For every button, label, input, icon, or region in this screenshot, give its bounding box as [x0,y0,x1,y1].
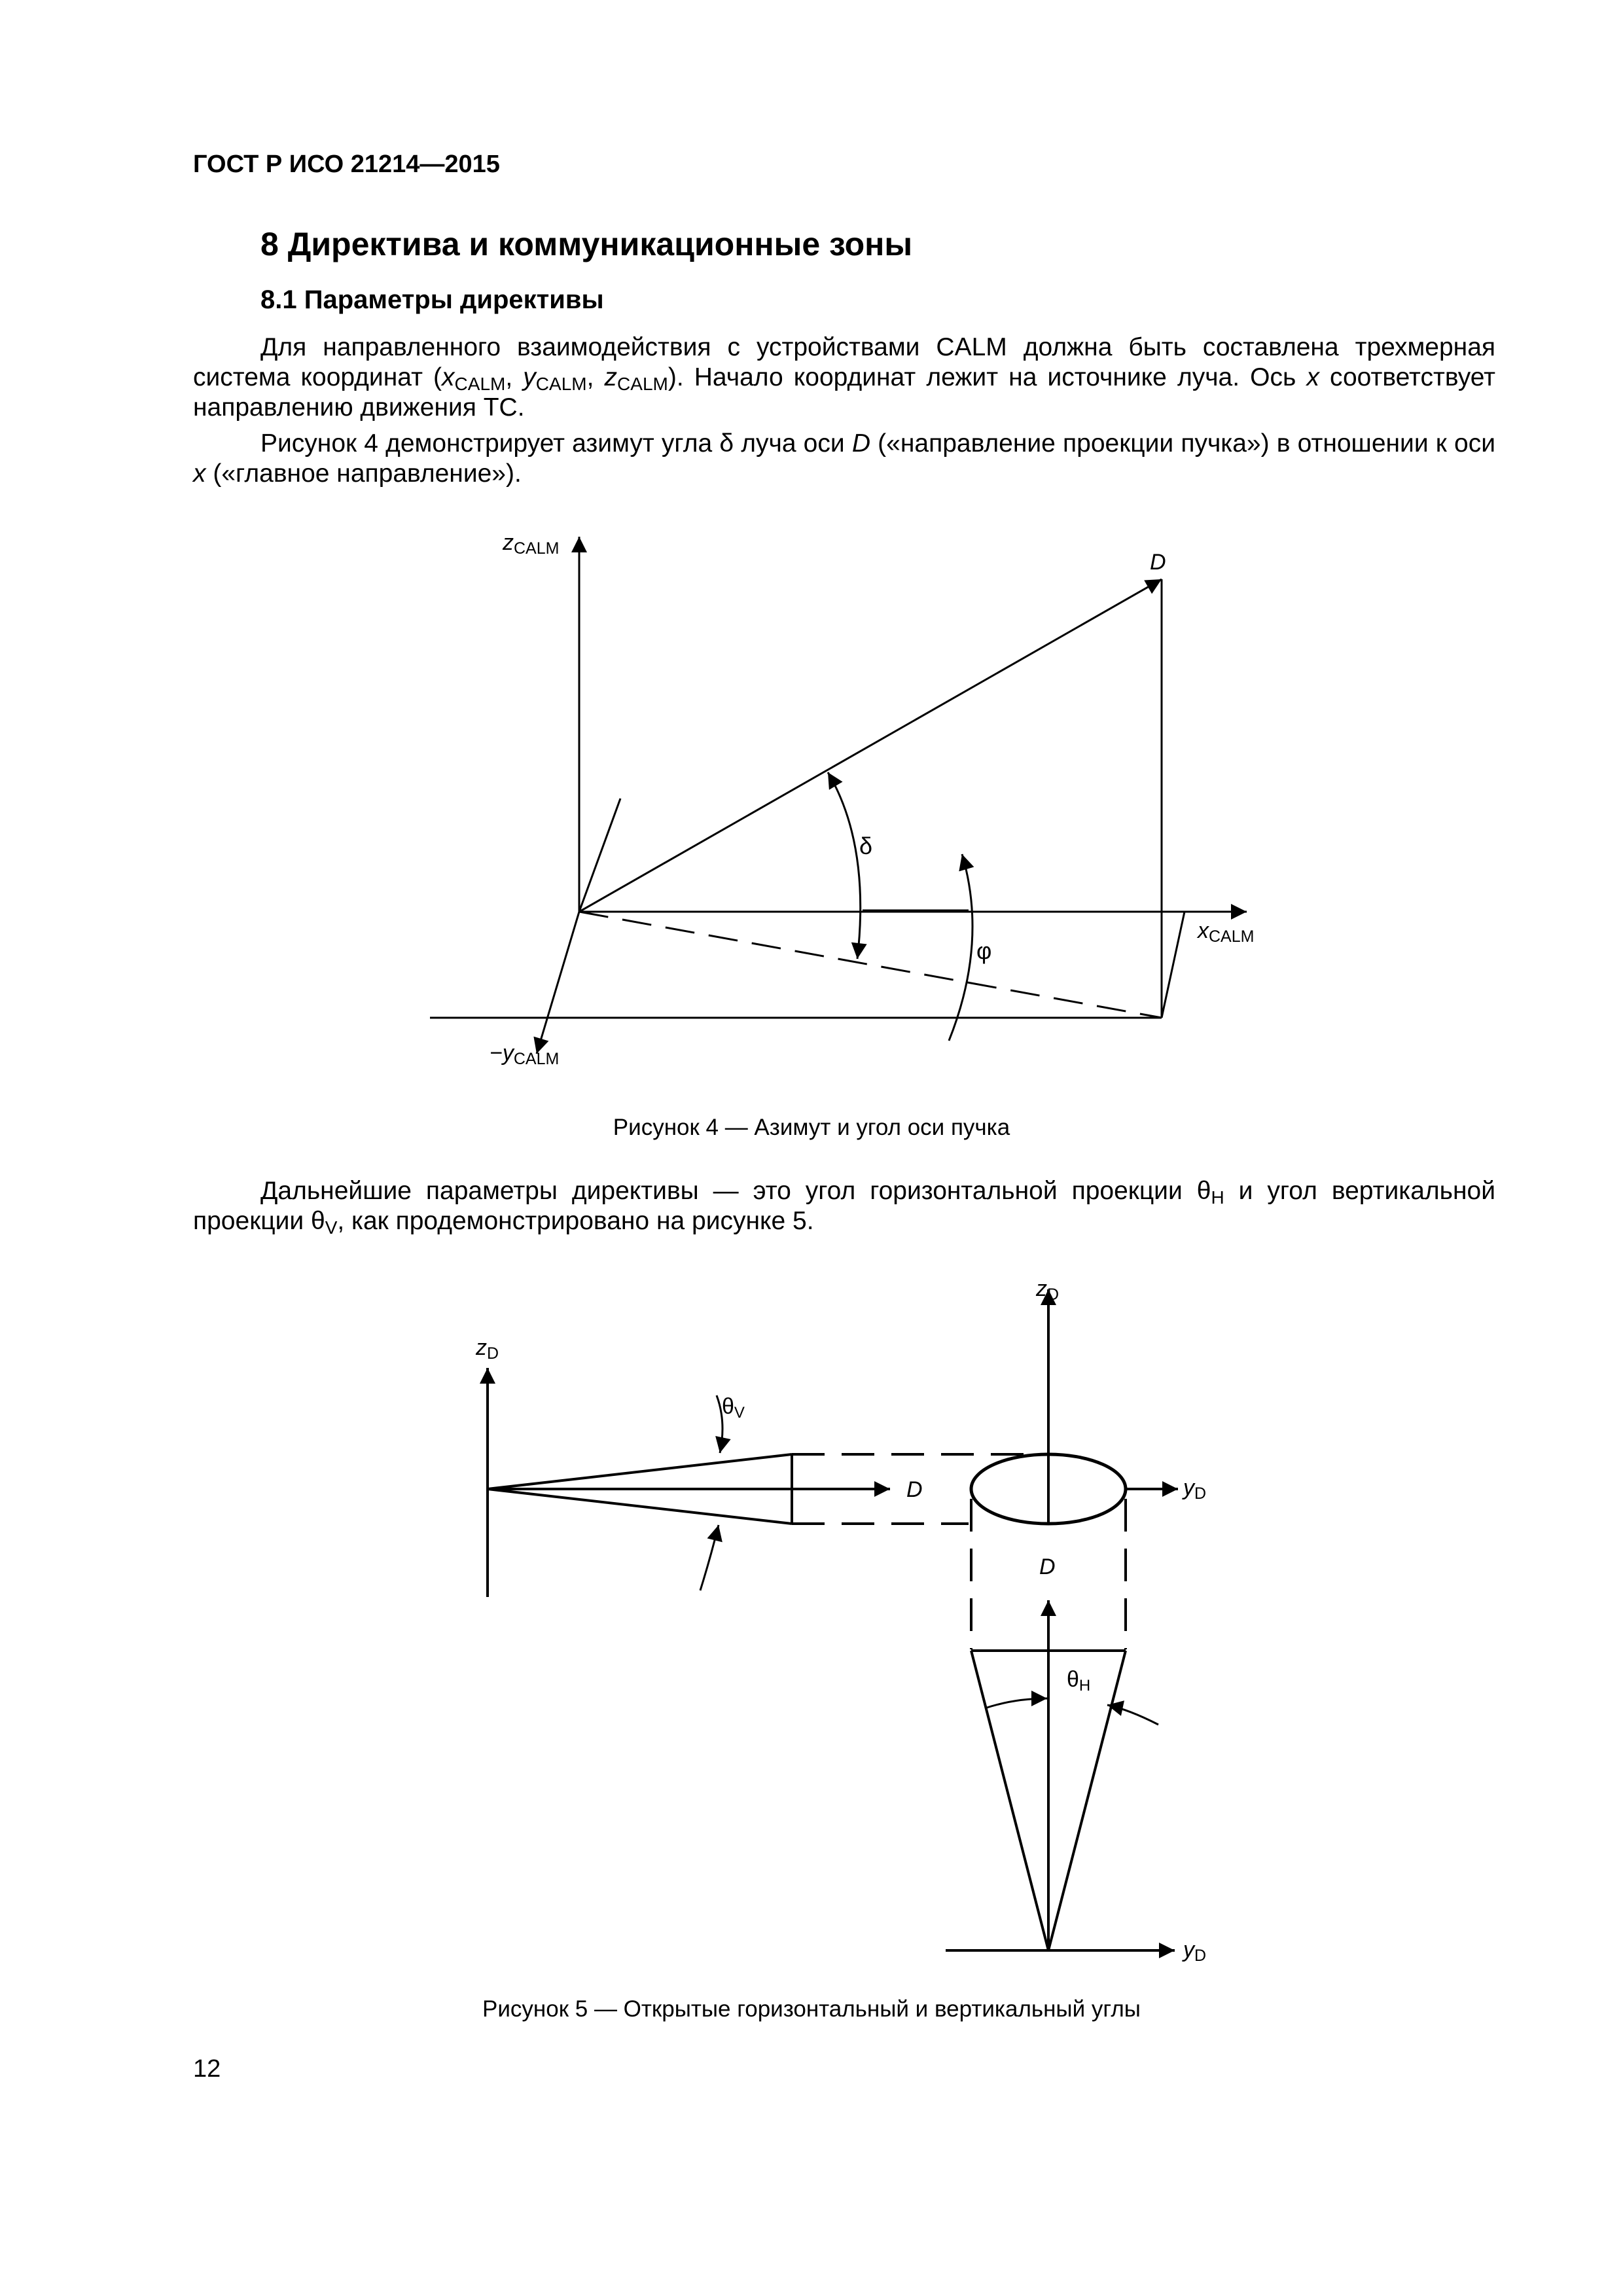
theta-v-arc-bottom [700,1525,719,1590]
right-y-label: yD [1183,1475,1207,1503]
figure-4-diagram [0,0,1623,1113]
projection-link-line [1162,912,1185,1018]
bottom-cone-right [1048,1651,1126,1950]
document-code: ГОСТ Р ИСО 21214—2015 [193,151,500,178]
y-axis-neg [537,912,579,1054]
beam-axis-d [579,579,1162,912]
figure-4-caption: Рисунок 4 — Азимут и угол оси пучка [613,1115,1010,1140]
middle-d-label: D [1039,1554,1056,1579]
bottom-y-label: yD [1183,1937,1207,1965]
y-calm-label: −yCALM [490,1041,560,1068]
x-calm-label: xCALM [1198,918,1255,946]
theta-h-label: θH [1067,1667,1091,1695]
theta-v-label: θV [722,1394,745,1422]
d-label: D [1150,550,1166,575]
subsection-title: 8.1 Параметры директивы [260,285,604,314]
y-axis-pos [579,798,620,912]
right-z-label: zD [1036,1276,1060,1304]
bottom-cone-left [971,1651,1048,1950]
delta-label: δ [859,833,873,859]
paragraph-azimuth: Рисунок 4 демонстрирует азимут угла δ луча оси D («направление проекции пучка») в отношении к оси x («главное направление»). [193,429,1496,488]
theta-h-arc-left [985,1698,1047,1708]
paragraph-coordinate-system: Для направленного взаимодействия с устройствами CALM должна быть составлена трехмерная система координат ($x_{CALM}$, $y_{CALM}$, $z_{CALM}$). Начало координат лежит на источнике луча. Ось x соответствует направлению движения ТС. [193,333,1496,422]
left-d-label: D [906,1477,923,1502]
left-cone-bottom [488,1489,792,1524]
left-z-label: zD [476,1335,499,1363]
section-title: 8 Директива и коммуникационные зоны [260,226,913,262]
paragraph-projection-angles: Дальнейшие параметры директивы — это угол горизонтальной проекции $\theta_H$ и угол вертикальной проекции $\theta_V$, как продемонстрировано на рисунке 5. [193,1177,1495,1238]
z-calm-label: zCALM [503,530,560,558]
phi-arc [949,854,972,1041]
projection-dashed-line [579,912,1162,1018]
phi-label: φ [976,937,992,964]
figure-5-diagram [0,1257,1623,1990]
theta-h-arc-right [1107,1705,1158,1725]
left-cone-top [488,1454,792,1489]
figure-5-caption: Рисунок 5 — Открытые горизонтальный и вертикальный углы [482,1996,1141,2022]
page-number: 12 [193,2055,221,2083]
delta-arc [828,772,861,959]
